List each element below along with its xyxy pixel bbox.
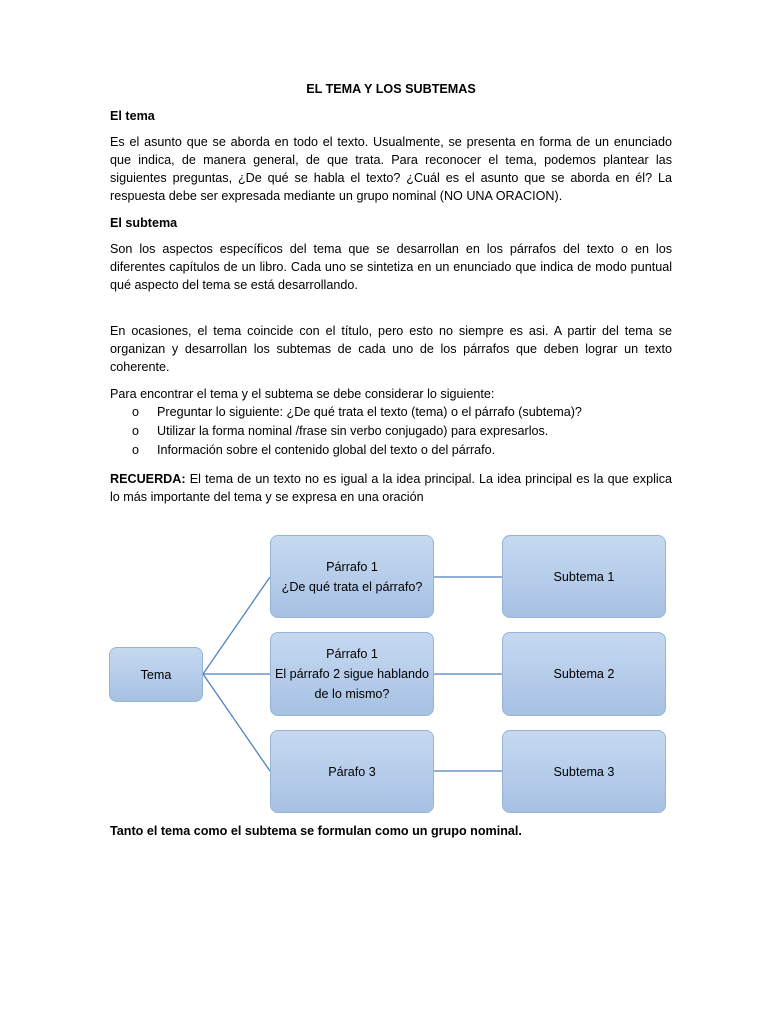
subtema-2-label: Subtema 2 [553, 667, 615, 681]
paragraph-el-tema: Es el asunto que se aborda en todo el texto. Usualmente, se presenta en forma de un enunciado que indica, de manera general, de que trata. Para reconocer el tema, podemos plantear las siguientes preguntas, ¿De qué se habla el texto? ¿Cuál es el asunto que se aborda en él? La respuesta debe ser expresada mediante un grupo nominal (NO UNA ORACION). [110, 135, 672, 203]
connector-tema-parrafo-3 [203, 674, 270, 771]
closing-statement: Tanto el tema como el subtema se formulan como un grupo nominal. [110, 824, 522, 838]
heading-el-tema: El tema [110, 109, 155, 123]
paragraph-en-ocasiones: En ocasiones, el tema coincide con el título, pero esto no siempre es asi. A partir del tema se organizan y desarrollan los subtemas de cada uno de los párrafos que deben lograr un texto coherente. [110, 324, 672, 374]
parrafo-1-line-2: ¿De qué trata el párrafo? [281, 579, 423, 594]
subtema-1-label: Subtema 1 [553, 569, 615, 584]
tema-box-label: Tema [140, 667, 172, 682]
list-item [110, 422, 672, 441]
parrafo-2-line-1: Párrafo 1 [326, 647, 378, 661]
subtema-3-label: Subtema 3 [553, 764, 615, 779]
paragraph-el-subtema: Son los aspectos específicos del tema que se desarrollan en los párrafos del texto o en los diferentes capítulos de un libro. Cada uno se sintetiza en un enunciado que indica de modo puntual qué aspecto del tema se está desarrollando. [110, 242, 672, 292]
parrafo-3-box [270, 730, 434, 813]
subtema-3-box [502, 730, 666, 813]
tema-box [109, 647, 203, 702]
parrafo-1-line-1: Párrafo 1 [326, 559, 378, 574]
document-body [110, 80, 672, 515]
parrafo-3-line-1: Párafo 3 [328, 764, 376, 779]
subtema-1-box [502, 535, 666, 618]
subtema-2-box [502, 632, 666, 716]
circle-bullet-icon: o [132, 424, 140, 438]
list-item-text: Preguntar lo siguiente: ¿De qué trata el texto (tema) o el párrafo (subtema)? [157, 405, 582, 419]
list-intro: Para encontrar el tema y el subtema se debe considerar lo siguiente: [110, 387, 495, 401]
recuerda-label: RECUERDA: [110, 472, 186, 486]
parrafo-2-line-3: de lo mismo? [314, 687, 390, 701]
circle-bullet-icon: o [132, 443, 140, 457]
parrafo-2-line-2: El párrafo 2 sigue hablando [274, 667, 430, 681]
list-item [110, 441, 672, 460]
recuerda-note [110, 470, 672, 506]
circle-bullet-icon: o [132, 405, 140, 419]
parrafo-1-box [270, 535, 434, 618]
page-title: EL TEMA Y LOS SUBTEMAS [306, 82, 476, 96]
list-item-text: Utilizar la forma nominal /frase sin verbo conjugado) para expresarlos. [157, 424, 549, 438]
list-item [110, 403, 672, 422]
connector-tema-parrafo-1 [203, 577, 270, 674]
heading-el-subtema: El subtema [110, 216, 178, 230]
recuerda-text: El tema de un texto no es igual a la idea principal. La idea principal es la que explica lo más importante del tema y se expresa en una oración [110, 472, 672, 504]
list-item-text: Información sobre el contenido global del texto o del párrafo. [157, 443, 496, 457]
bullet-list [110, 403, 672, 460]
parrafo-2-box [270, 632, 434, 716]
